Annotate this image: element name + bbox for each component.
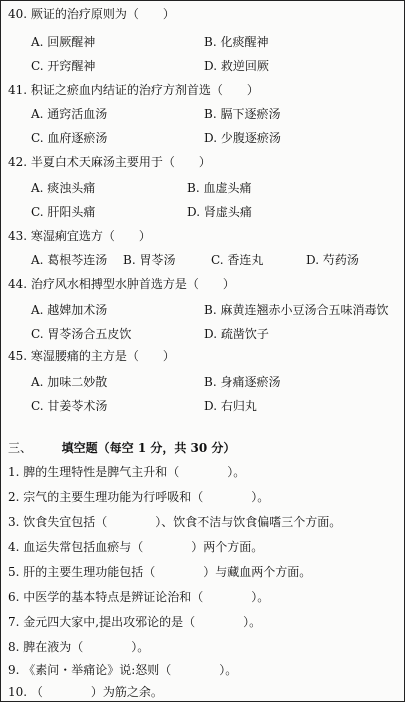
question-43-option-a: A. 葛根芩连汤 bbox=[31, 253, 108, 267]
question-40-option-d: D. 救逆回厥 bbox=[204, 59, 269, 73]
question-44-option-b: B. 麻黄连翘赤小豆汤合五味消毒饮 bbox=[204, 303, 389, 317]
question-45-option-d: D. 右归丸 bbox=[204, 399, 257, 413]
section-3-title: 填空题（每空 1 分，共 30 分） bbox=[61, 441, 236, 455]
question-42-option-c: C. 肝阳头痛 bbox=[31, 205, 96, 219]
question-40-option-b: B. 化痰醒神 bbox=[204, 35, 269, 49]
section-3-number: 三、 bbox=[8, 441, 33, 455]
question-45-option-b: B. 身痛逐瘀汤 bbox=[204, 375, 281, 389]
question-41-stem: 41. 积证之瘀血内结证的治疗方剂首选（ ） bbox=[8, 83, 259, 97]
question-44-option-c: C. 胃苓汤合五皮饮 bbox=[31, 327, 132, 341]
question-40-stem: 40. 厥证的治疗原则为（ ） bbox=[8, 7, 175, 21]
question-44-option-a: A. 越婢加术汤 bbox=[31, 303, 108, 317]
question-42-option-a: A. 痰浊头痛 bbox=[31, 181, 96, 195]
question-42-option-b: B. 血虚头痛 bbox=[187, 181, 252, 195]
section-3-heading bbox=[8, 441, 235, 455]
fill-question-8: 8. 脾在液为（ ）。 bbox=[8, 640, 150, 654]
fill-question-2: 2. 宗气的主要生理功能为行呼吸和（ ）。 bbox=[8, 490, 270, 504]
fill-question-7: 7. 金元四大家中,提出攻邪论的是（ ）。 bbox=[8, 615, 262, 629]
question-41-option-a: A. 通窍活血汤 bbox=[31, 107, 108, 121]
fill-question-1: 1. 脾的生理特性是脾气主升和（ ）。 bbox=[8, 465, 246, 479]
question-41-option-c: C. 血府逐瘀汤 bbox=[31, 131, 108, 145]
question-45-option-a: A. 加味二妙散 bbox=[31, 375, 108, 389]
question-44-option-d: D. 疏凿饮子 bbox=[204, 327, 269, 341]
fill-question-9: 9. 《素问・举痛论》说:怒则（ ）。 bbox=[8, 663, 238, 677]
question-43-option-b: B. 胃苓汤 bbox=[123, 253, 176, 267]
question-45-option-c: C. 甘姜苓术汤 bbox=[31, 399, 108, 413]
question-41-option-b: B. 膈下逐瘀汤 bbox=[204, 107, 281, 121]
question-44-stem: 44. 治疗风水相搏型水肿首选方是（ ） bbox=[8, 277, 235, 291]
fill-question-3: 3. 饮食失宜包括（ ）、饮食不洁与饮食偏嗜三个方面。 bbox=[8, 515, 342, 529]
question-40-option-a: A. 回厥醒神 bbox=[31, 35, 96, 49]
question-41-option-d: D. 少腹逐瘀汤 bbox=[204, 131, 281, 145]
fill-question-10: 10. （ ）为筋之余。 bbox=[8, 685, 163, 699]
question-42-stem: 42. 半夏白术天麻汤主要用于（ ） bbox=[8, 155, 211, 169]
question-43-stem: 43. 寒湿痢宜选方（ ） bbox=[8, 229, 151, 243]
question-43-option-c: C. 香连丸 bbox=[211, 253, 264, 267]
fill-question-4: 4. 血运失常包括血瘀与（ ）两个方面。 bbox=[8, 540, 264, 554]
fill-question-6: 6. 中医学的基本特点是辨证论治和（ ）。 bbox=[8, 590, 270, 604]
question-40-option-c: C. 开窍醒神 bbox=[31, 59, 96, 73]
fill-question-5: 5. 肝的主要生理功能包括（ ）与藏血两个方面。 bbox=[8, 565, 312, 579]
question-43-option-d: D. 芍药汤 bbox=[306, 253, 359, 267]
question-42-option-d: D. 肾虚头痛 bbox=[187, 205, 252, 219]
question-45-stem: 45. 寒湿腰痛的主方是（ ） bbox=[8, 349, 175, 363]
